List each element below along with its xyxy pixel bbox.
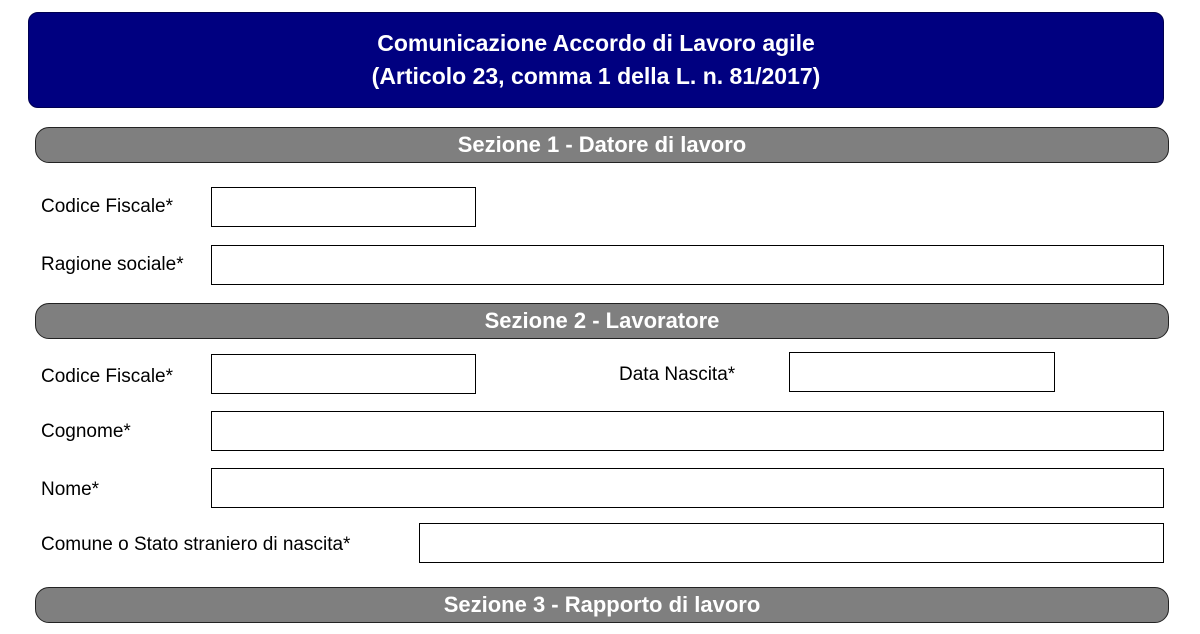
cognome-input[interactable] [211, 411, 1164, 451]
lavoratore-codice-fiscale-input[interactable] [211, 354, 476, 394]
label-cognome: Cognome* [41, 421, 131, 442]
section-header-rapporto: Sezione 3 - Rapporto di lavoro [35, 587, 1169, 623]
ragione-sociale-input[interactable] [211, 245, 1164, 285]
label-ragione-sociale: Ragione sociale* [41, 254, 184, 275]
nome-input[interactable] [211, 468, 1164, 508]
data-nascita-input[interactable] [789, 352, 1055, 392]
comune-nascita-input[interactable] [419, 523, 1164, 563]
label-lavoratore-codice-fiscale: Codice Fiscale* [41, 366, 173, 387]
section-header-lavoratore: Sezione 2 - Lavoratore [35, 303, 1169, 339]
label-datore-codice-fiscale: Codice Fiscale* [41, 196, 173, 217]
label-data-nascita: Data Nascita* [619, 364, 736, 385]
section-header-datore: Sezione 1 - Datore di lavoro [35, 127, 1169, 163]
form-title: Comunicazione Accordo di Lavoro agile [377, 30, 815, 56]
form-subtitle: (Articolo 23, comma 1 della L. n. 81/2017) [371, 63, 821, 89]
label-comune-nascita: Comune o Stato straniero di nascita* [41, 534, 351, 555]
label-nome: Nome* [41, 479, 100, 500]
datore-codice-fiscale-input[interactable] [211, 187, 476, 227]
form-title-banner [28, 12, 1164, 108]
